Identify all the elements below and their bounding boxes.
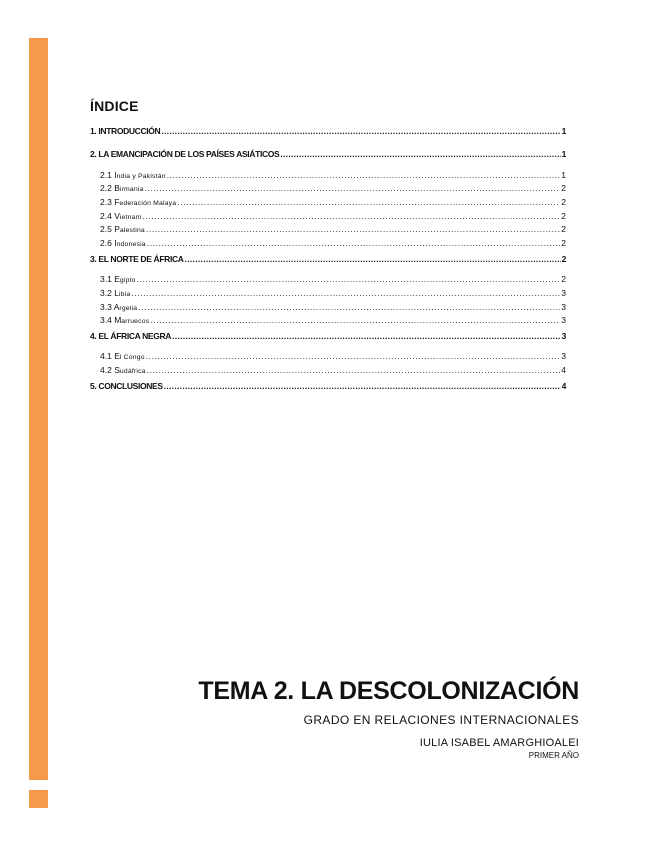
toc-subentry-initial: I xyxy=(114,237,117,248)
toc-subentry[interactable] xyxy=(90,314,566,328)
toc-entry-label: 4. EL ÁFRICA NEGRA xyxy=(90,330,172,341)
toc-subentry[interactable] xyxy=(90,364,566,378)
toc-entry[interactable] xyxy=(90,331,566,342)
toc-subentry[interactable] xyxy=(90,287,566,301)
document-subtitle: GRADO EN RELACIONES INTERNACIONALES xyxy=(303,713,579,727)
toc-subentry-page: 2 xyxy=(561,274,566,285)
toc-subentry-page: 1 xyxy=(561,169,566,180)
toc-subentry-page: 3 xyxy=(561,315,566,326)
table-of-contents xyxy=(90,98,566,392)
toc-subentry[interactable] xyxy=(90,210,566,224)
toc-dot-leader xyxy=(147,364,561,378)
toc-entry-page: 2 xyxy=(561,253,566,264)
accent-bar xyxy=(29,38,48,780)
toc-dot-leader xyxy=(131,287,560,301)
toc-dot-leader xyxy=(185,254,561,265)
toc-subentry-page: 2 xyxy=(561,224,566,235)
toc-entry-label: 2. LA EMANCIPACIÓN DE LOS PAÍSES ASIÁTICOS xyxy=(90,149,280,159)
toc-subentry[interactable] xyxy=(90,237,566,251)
academic-year: PRIMER AÑO xyxy=(528,751,579,760)
toc-dot-leader xyxy=(177,196,560,210)
toc-subentry-number: 3.2 xyxy=(100,287,112,298)
toc-list xyxy=(90,126,566,392)
toc-subentry-page: 2 xyxy=(561,183,566,194)
toc-subentry-text: rgelia xyxy=(119,304,138,312)
toc-dot-leader xyxy=(164,381,561,392)
author-name: IULIA ISABEL AMARGHIOALEI xyxy=(419,737,579,749)
cover-title-block xyxy=(198,676,579,761)
toc-entry-page: 1 xyxy=(561,149,566,159)
toc-dot-leader xyxy=(161,126,560,137)
toc-dot-leader xyxy=(172,331,561,342)
toc-entry-label: 5. CONCLUSIONES xyxy=(90,380,163,391)
accent-square xyxy=(29,790,48,808)
toc-subentry-text: gipto xyxy=(119,277,136,285)
toc-subentry-page: 2 xyxy=(561,196,566,207)
toc-subentry-text: arruecos xyxy=(121,318,150,326)
toc-subentry-page: 4 xyxy=(561,365,566,376)
toc-entry[interactable] xyxy=(90,381,566,392)
toc-subentry-number: 2.2 xyxy=(100,183,112,194)
toc-dot-leader xyxy=(150,314,560,328)
toc-subentry-label xyxy=(100,301,137,316)
toc-entry-page: 1 xyxy=(561,126,566,136)
toc-subentry-number: 4.2 xyxy=(100,365,112,376)
toc-subentry[interactable] xyxy=(90,273,566,287)
toc-entry-label: 3. EL NORTE DE ÁFRICA xyxy=(90,253,184,264)
toc-dot-leader xyxy=(280,149,560,160)
toc-subentry-number: 3.4 xyxy=(100,315,112,326)
toc-heading: ÍNDICE xyxy=(90,98,139,114)
toc-entry[interactable] xyxy=(90,149,566,160)
toc-subentry-label xyxy=(100,237,146,252)
toc-subentry-label xyxy=(100,196,176,211)
toc-subentry-label xyxy=(100,223,145,238)
toc-dot-leader xyxy=(147,237,560,251)
toc-entry[interactable] xyxy=(90,254,566,265)
toc-subentry-label xyxy=(100,350,145,365)
toc-entry-label: 1. INTRODUCCIÓN xyxy=(90,126,161,136)
toc-subentry-number: 2.1 xyxy=(100,169,112,180)
toc-subentry[interactable] xyxy=(90,223,566,237)
toc-subentry-number: 2.6 xyxy=(100,237,112,248)
toc-subentry-text: l Congo xyxy=(119,354,145,362)
toc-subentry-initial: F xyxy=(114,196,120,207)
toc-subentry-number: 4.1 xyxy=(100,351,112,362)
toc-subentry[interactable] xyxy=(90,350,566,364)
toc-subentry-page: 3 xyxy=(561,301,566,312)
toc-subentry-text: ndonesia xyxy=(116,240,146,248)
toc-subentry-initial: L xyxy=(114,287,119,298)
toc-dot-leader xyxy=(142,210,560,224)
toc-subentry-number: 2.4 xyxy=(100,210,112,221)
toc-subentry-text: irmania xyxy=(119,186,144,194)
toc-subentry-text: alestina xyxy=(119,227,145,235)
toc-subentry[interactable] xyxy=(90,196,566,210)
toc-subentry-label xyxy=(100,169,166,184)
toc-subentry-text: udáfrica xyxy=(119,368,146,376)
toc-subentry[interactable] xyxy=(90,301,566,315)
toc-subentry-initial: A xyxy=(113,301,120,312)
toc-subentry-text: ndia y Pakistán xyxy=(116,172,166,180)
toc-subentry-page: 2 xyxy=(561,210,566,221)
toc-subentry-number: 3.3 xyxy=(100,301,112,312)
toc-entry[interactable] xyxy=(90,126,566,137)
document-title: TEMA 2. LA DESCOLONIZACIÓN xyxy=(198,677,579,705)
toc-subentry-page: 3 xyxy=(561,351,566,362)
toc-subentry-initial: E xyxy=(114,351,120,362)
toc-subentry-text: ietnam xyxy=(119,213,142,221)
toc-subentry-number: 3.1 xyxy=(100,274,112,285)
toc-dot-leader xyxy=(167,169,561,183)
toc-subentry-label xyxy=(100,273,136,288)
toc-subentry[interactable] xyxy=(90,182,566,196)
toc-subentry-text: ederación Malaya xyxy=(119,199,177,207)
toc-subentry-text: ibia xyxy=(118,290,131,298)
toc-subentry-label xyxy=(100,182,144,197)
toc-subentry-label xyxy=(100,314,149,329)
toc-dot-leader xyxy=(145,182,561,196)
toc-dot-leader xyxy=(137,273,561,287)
toc-subentry-initial: S xyxy=(114,365,120,376)
toc-subentry-label xyxy=(100,287,130,302)
toc-subentry-initial: M xyxy=(114,315,122,326)
toc-entry-page: 4 xyxy=(561,380,566,391)
toc-subentry-initial: I xyxy=(114,169,117,180)
toc-subentry-page: 3 xyxy=(561,287,566,298)
toc-subentry-initial: B xyxy=(114,183,120,194)
toc-entry-page: 3 xyxy=(561,330,566,341)
toc-subentry-label xyxy=(100,210,141,225)
toc-subentry-number: 2.5 xyxy=(100,224,112,235)
toc-dot-leader xyxy=(138,301,560,315)
toc-subentry-page: 2 xyxy=(561,237,566,248)
toc-dot-leader xyxy=(146,350,561,364)
toc-subentry[interactable] xyxy=(90,169,566,183)
toc-subentry-initial: P xyxy=(114,224,120,235)
toc-subentry-initial: E xyxy=(114,274,120,285)
toc-subentry-initial: V xyxy=(114,210,120,221)
toc-subentry-number: 2.3 xyxy=(100,196,112,207)
toc-subentry-label xyxy=(100,364,146,379)
toc-dot-leader xyxy=(146,223,560,237)
